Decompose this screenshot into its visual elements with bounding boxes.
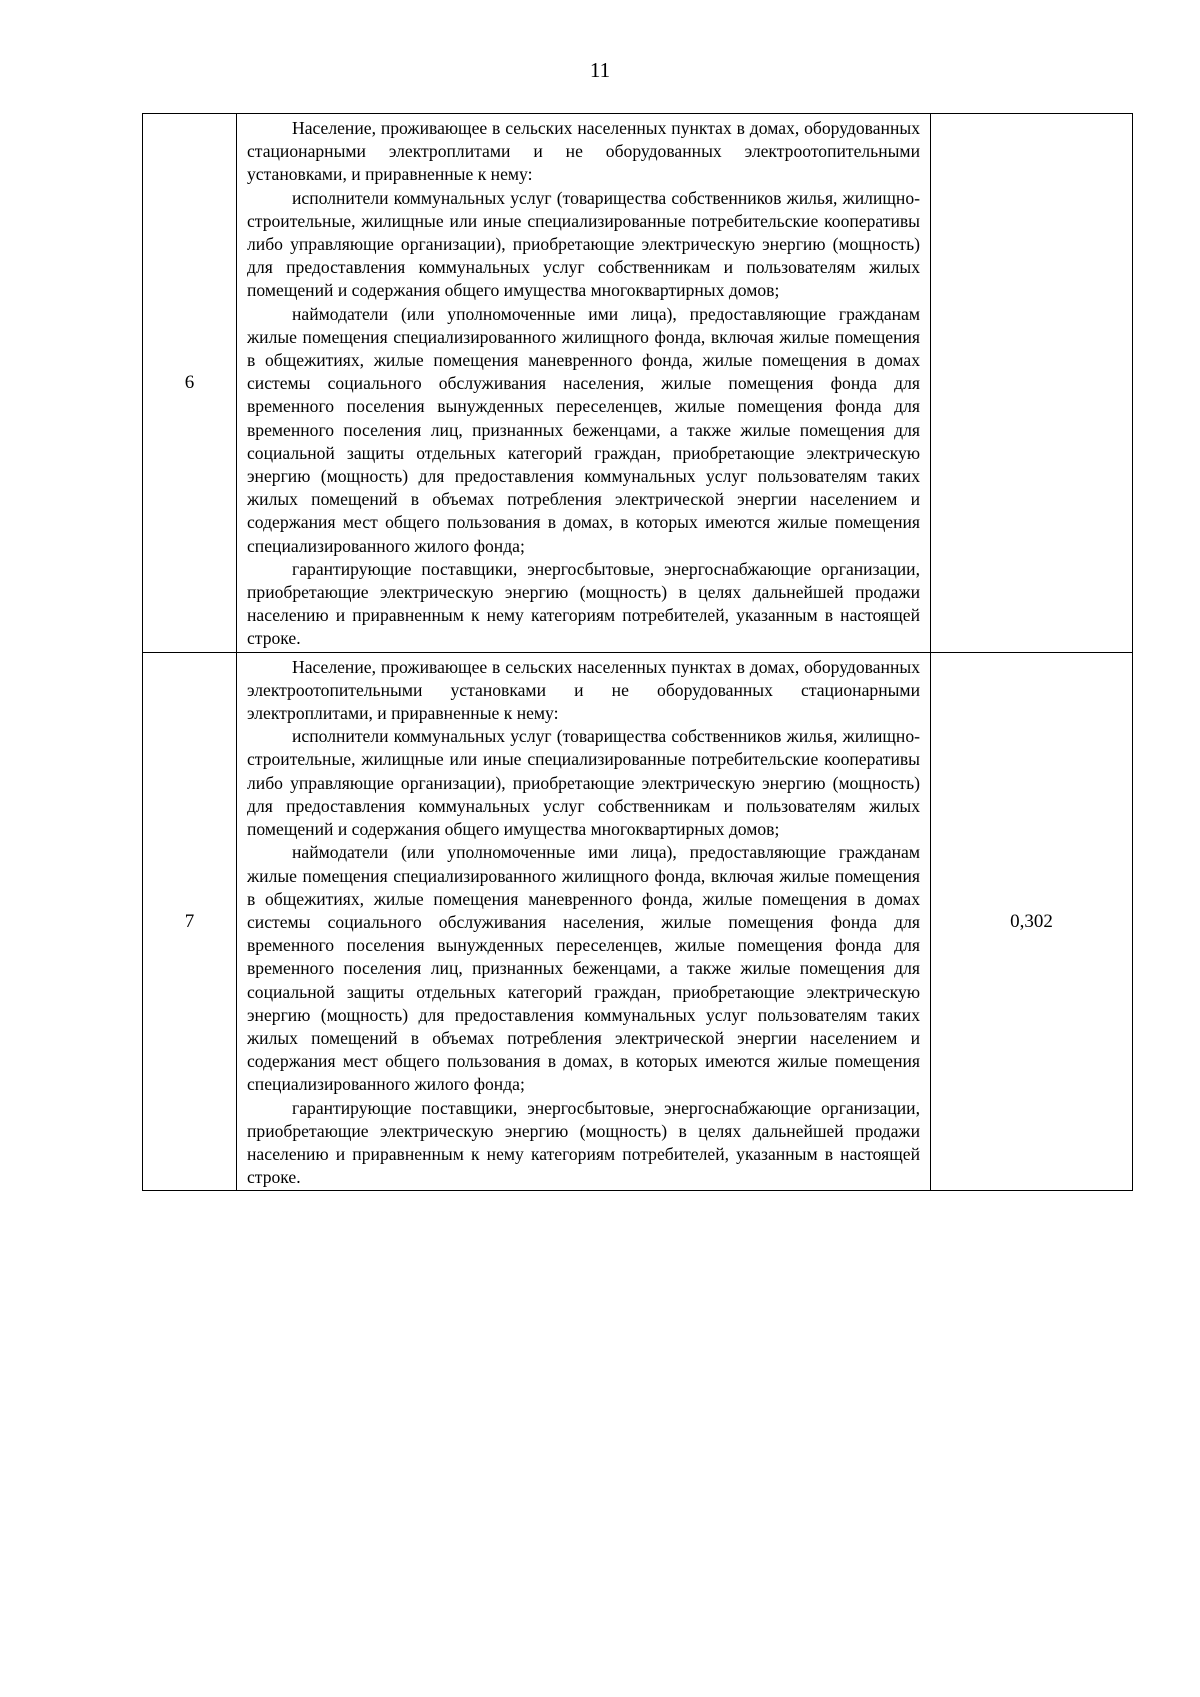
- consumer-category-description: [237, 652, 931, 1191]
- table-row: [143, 114, 1133, 653]
- description-paragraph: исполнители коммунальных услуг (товарищества собственников жилья, жилищно-строительные, жилищные или иные специализированные потребительские кооперативы либо управляющие организации), приобретающие электрическую энергию (мощность) для предоставления коммунальных услуг собственникам и пользователям жилых помещений и содержания общего имущества многоквартирных домов;: [247, 726, 920, 840]
- description-paragraph: Население, проживающее в сельских населенных пунктах в домах, оборудованных стационарными электроплитами и не оборудованных электроотопительными установками, и приравненные к нему:: [247, 118, 920, 185]
- description-paragraph: исполнители коммунальных услуг (товарищества собственников жилья, жилищно-строительные, жилищные или иные специализированные потребительские кооперативы либо управляющие организации), приобретающие электрическую энергию (мощность) для предоставления коммунальных услуг собственникам и пользователям жилых помещений и содержания общего имущества многоквартирных домов;: [247, 187, 920, 301]
- tariff-value: [931, 114, 1133, 653]
- description-paragraph: наймодатели (или уполномоченные ими лица), предоставляющие гражданам жилые помещения специализированного жилищного фонда, включая жилые помещения в общежитиях, жилые помещения маневренного фонда, жилые помещения в домах системы социального обслуживания населения, жилые помещения фонда для временного поселения вынужденных переселенцев, жилые помещения фонда для временного поселения лиц, признанных беженцами, а также жилые помещения для социальной защиты отдельных категорий граждан, приобретающие электрическую энергию (мощность) для предоставления коммунальных услуг пользователям таких жилых помещений в объемах потребления электрической энергии населением и содержания мест общего пользования в домах, в которых имеются жилые помещения специализированного жилого фонда;: [247, 842, 920, 1095]
- page-number: 11: [589, 58, 611, 82]
- description-paragraph: гарантирующие поставщики, энергосбытовые, энергоснабжающие организации, приобретающие электрическую энергию (мощность) в целях дальнейшей продажи населению и приравненным к нему категориям потребителей, указанным в настоящей строке.: [247, 558, 920, 649]
- description-paragraph: гарантирующие поставщики, энергосбытовые, энергоснабжающие организации, приобретающие электрическую энергию (мощность) в целях дальнейшей продажи населению и приравненным к нему категориям потребителей, указанным в настоящей строке.: [247, 1097, 920, 1188]
- description-paragraph: Население, проживающее в сельских населенных пунктах в домах, оборудованных электроотопительными установками и не оборудованных стационарными электроплитами, и приравненные к нему:: [247, 656, 920, 724]
- description-paragraph: наймодатели (или уполномоченные ими лица), предоставляющие гражданам жилые помещения специализированного жилищного фонда, включая жилые помещения в общежитиях, жилые помещения маневренного фонда, жилые помещения в домах системы социального обслуживания населения, жилые помещения фонда для временного поселения вынужденных переселенцев, жилые помещения фонда для временного поселения лиц, признанных беженцами, а также жилые помещения для социальной защиты отдельных категорий граждан, приобретающие электрическую энергию (мощность) для предоставления коммунальных услуг пользователям таких жилых помещений в объемах потребления электрической энергии населением и содержания мест общего пользования в домах, в которых имеются жилые помещения специализированного жилого фонда;: [247, 303, 920, 556]
- tariff-table: [142, 113, 1133, 1191]
- table-row: [143, 652, 1133, 1191]
- row-number: 7: [143, 652, 237, 1191]
- tariff-value: 0,302: [931, 652, 1133, 1191]
- consumer-category-description: [237, 114, 931, 653]
- row-number: 6: [143, 114, 237, 653]
